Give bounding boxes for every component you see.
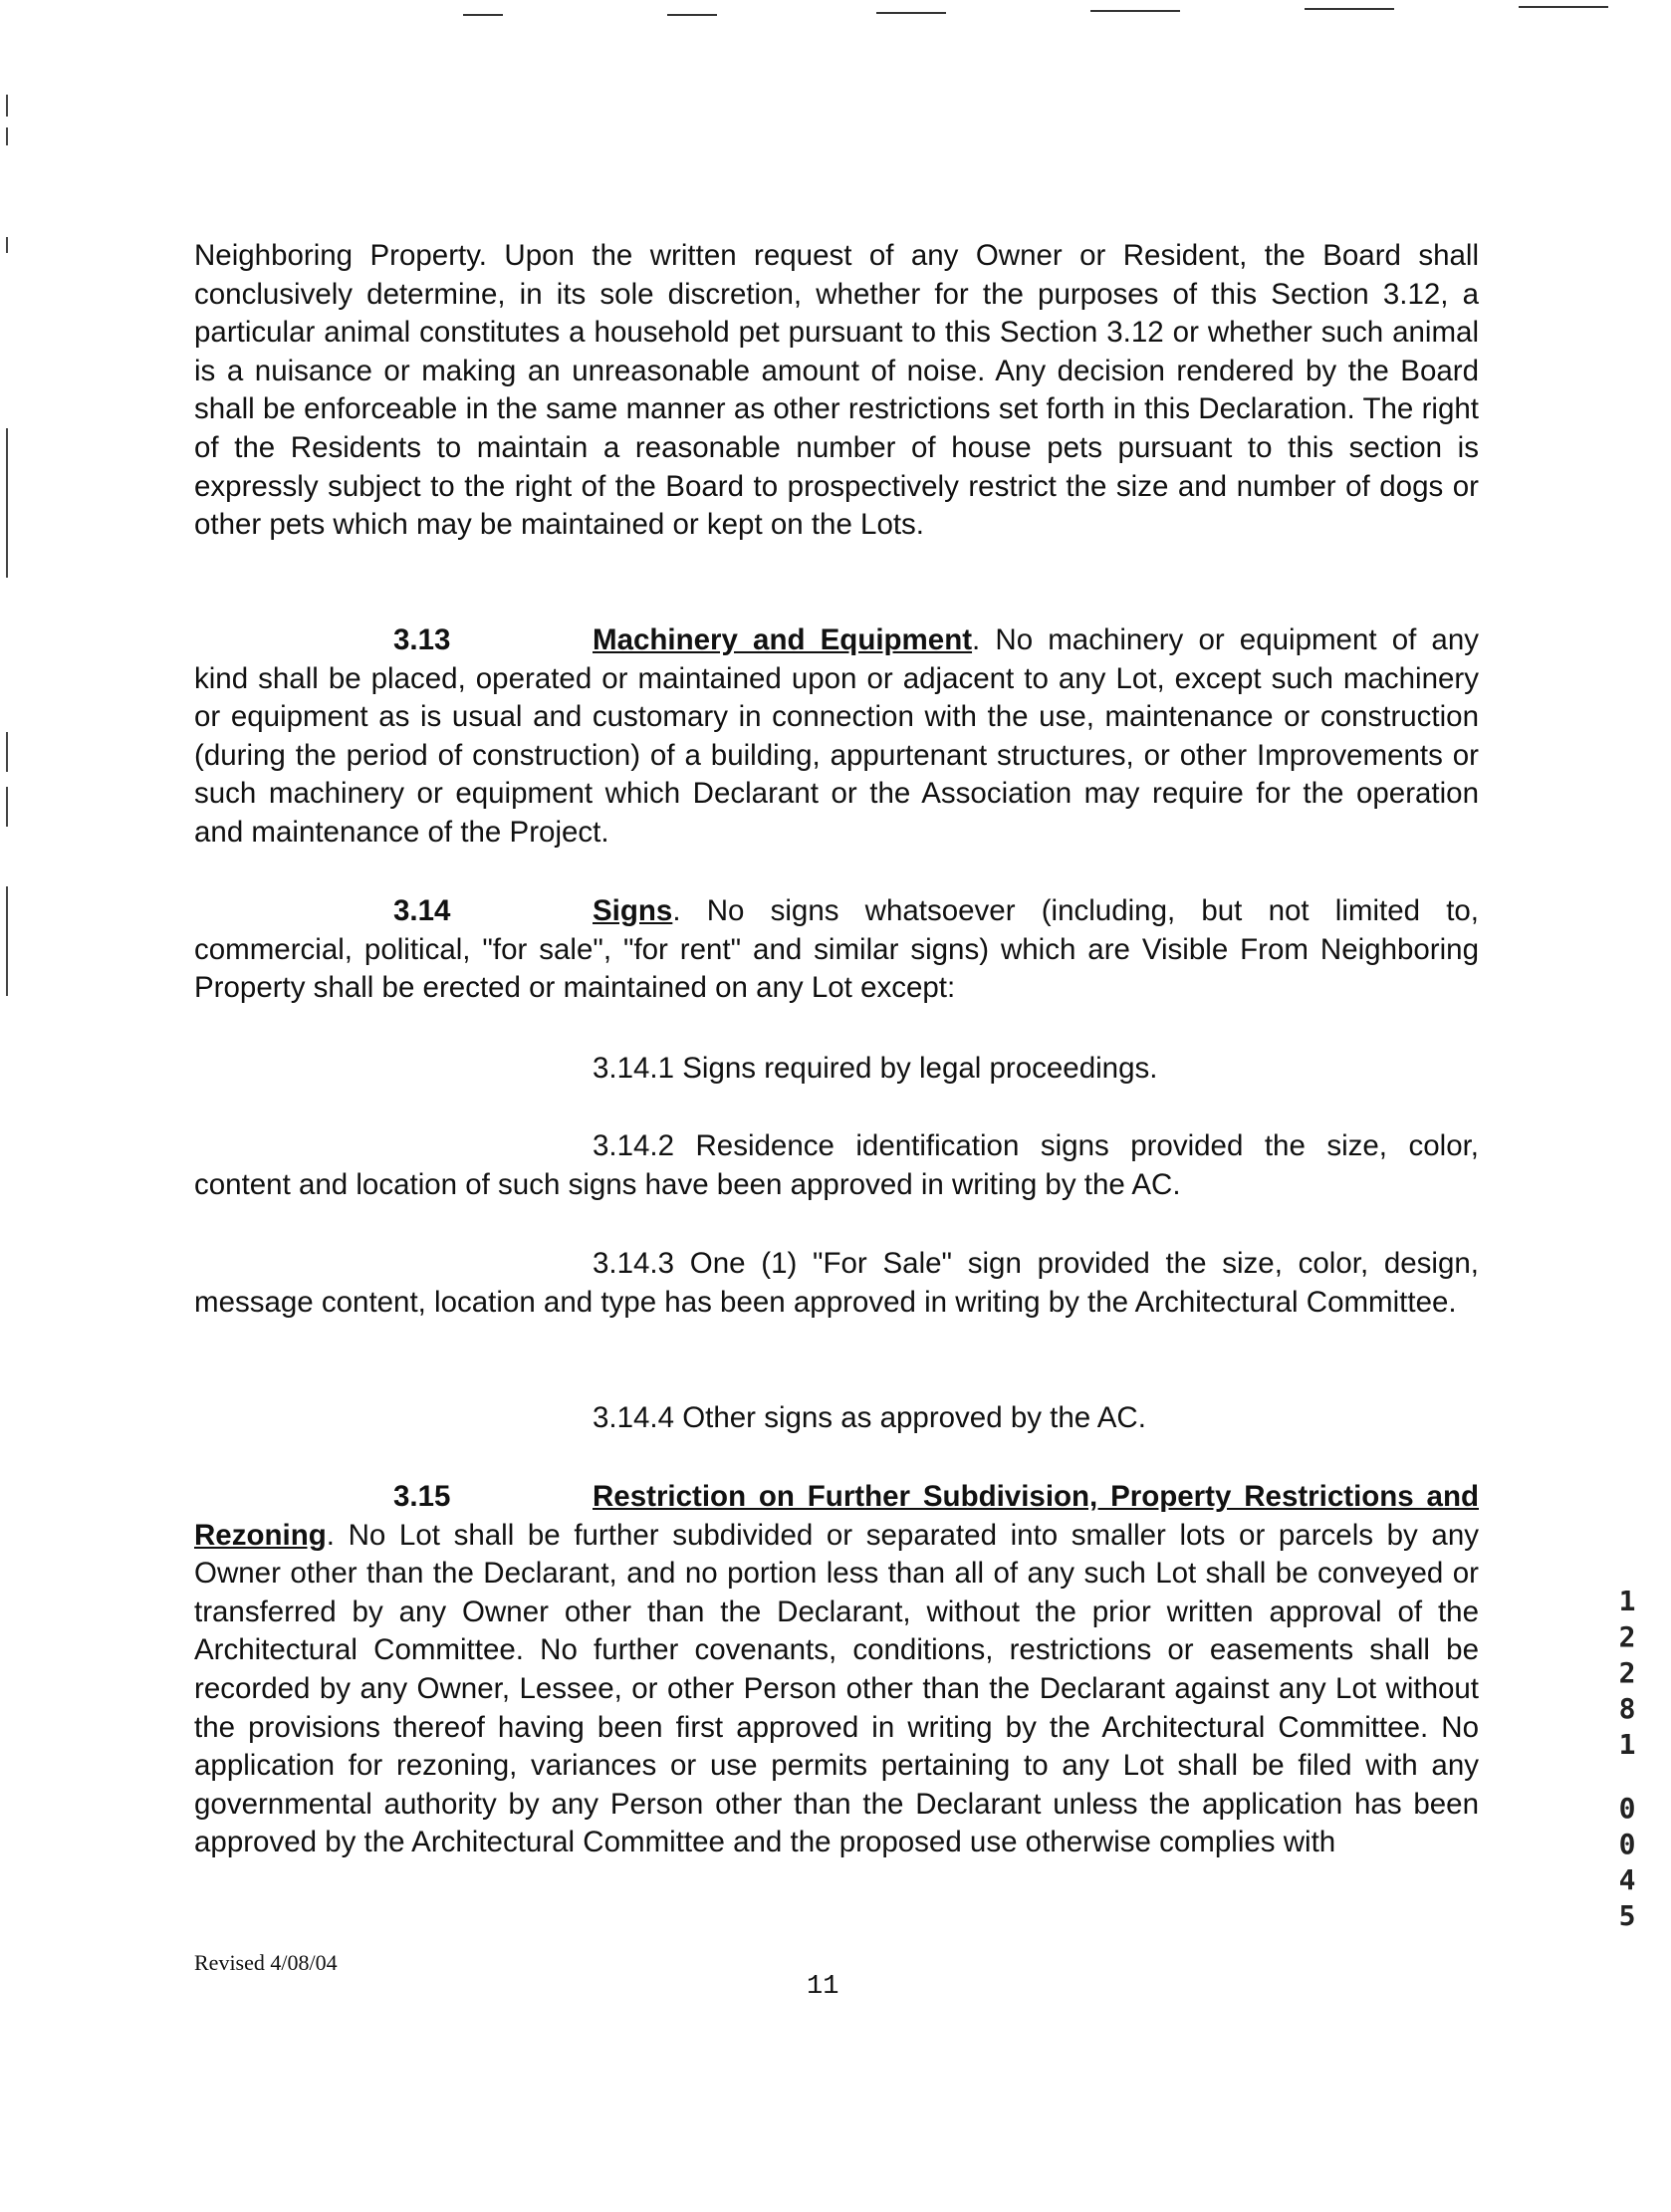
stamp-digit: 1 xyxy=(1618,1585,1636,1617)
section-title: Restriction on Further Subdivision, Property Restrictions and Rezoning xyxy=(194,1480,1479,1552)
revision-note: Revised 4/08/04 xyxy=(194,1950,338,1975)
sub-item-text: 3.14.4 Other signs as approved by the AC. xyxy=(593,1401,1146,1434)
section-3-13 xyxy=(194,621,1479,853)
section-body: No signs whatsoever (including, but not limited to, commercial, political, "for sale", "for rent" and similar signs) which are Visible From Neighboring Property shall be erected or maintained on any Lot except: xyxy=(194,894,1479,1005)
sub-item-3-14-2 xyxy=(194,1127,1479,1204)
sub-item-text: 3.14.2 Residence identification signs provided the size, color, content and location of such signs have been approved in writing by the AC. xyxy=(194,1129,1479,1201)
section-number: 3.14 xyxy=(393,894,451,927)
section-title-end: . xyxy=(972,623,981,656)
sub-item-text: 3.14.1 Signs required by legal proceedings. xyxy=(593,1052,1158,1085)
page-number: 11 xyxy=(807,1972,839,2002)
stamp-digit: 4 xyxy=(1618,1863,1636,1896)
scan-artifact xyxy=(6,428,8,578)
sub-item-3-14-3 xyxy=(194,1245,1479,1322)
stamp-digit: 2 xyxy=(1618,1656,1636,1689)
stamp-digit: 1 xyxy=(1618,1728,1636,1761)
section-body: No machinery or equipment of any kind shall be placed, operated or maintained upon or adjacent to any Lot, except such machinery or equipment as is usual and customary in connection with the use, maintenance or construction (during the period of construction) of a building, appurtenant structures, or other Improvements or such machinery or equipment which Declarant or the Association may require for the operation and maintenance of the Project. xyxy=(194,623,1479,849)
section-number: 3.13 xyxy=(393,623,451,656)
stamp-digit: 2 xyxy=(1618,1620,1636,1653)
scan-artifact xyxy=(6,127,8,145)
sub-item-text: 3.14.3 One (1) "For Sale" sign provided the size, color, design, message content, location and type has been approved in writing by the Architectural Committee. xyxy=(194,1247,1479,1319)
section-title-end: . xyxy=(326,1518,335,1552)
sub-item-3-14-1 xyxy=(194,1050,1479,1089)
stamp-digit: 8 xyxy=(1618,1692,1636,1725)
scan-artifact xyxy=(6,886,8,996)
scan-artifact xyxy=(6,237,8,253)
stamp-digit: 0 xyxy=(1618,1828,1636,1860)
stamp-digit: 5 xyxy=(1618,1899,1636,1932)
section-3-15 xyxy=(194,1478,1479,1862)
section-number: 3.15 xyxy=(393,1480,451,1513)
scan-artifact xyxy=(1519,6,1608,8)
scan-artifact xyxy=(6,732,8,772)
scan-artifact xyxy=(6,95,8,117)
scan-artifact xyxy=(1305,8,1394,10)
intro-paragraph: Neighboring Property. Upon the written request of any Owner or Resident, the Board shall conclusively determine, in its sole discretion, whether for the purposes of this Section 3.12, a particular animal constitutes a household pet pursuant to this Section 3.12 or whether such animal is a nuisance or making an unreasonable amount of noise. Any decision rendered by the Board shall be enforceable in the same manner as other restrictions set forth in this Declaration. The right of the Residents to maintain a reasonable number of house pets pursuant to this section is expressly subject to the right of the Board to prospectively restrict the size and number of dogs or other pets which may be maintained or kept on the Lots. xyxy=(194,239,1479,542)
section-title-end: . xyxy=(672,894,681,927)
scan-artifact xyxy=(1090,10,1180,12)
stamp-digit: 0 xyxy=(1618,1792,1636,1825)
recording-stamp xyxy=(1607,1584,1647,1934)
intro-paragraph-block xyxy=(194,237,1479,545)
section-title: Machinery and Equipment xyxy=(593,623,973,656)
sub-item-3-14-4 xyxy=(194,1399,1479,1438)
scan-artifact xyxy=(667,14,717,16)
scan-artifact xyxy=(463,14,503,16)
scan-artifact xyxy=(876,12,946,14)
section-body: No Lot shall be further subdivided or separated into smaller lots or parcels by any Owner other than the Declarant, and no portion less than all of any such Lot shall be conveyed or transferred by any Owner other than the Declarant, without the prior written approval of the Architectural Committee. No further covenants, conditions, restrictions or easements shall be recorded by any Owner, Lessee, or other Person other than the Declarant against any Lot without the provisions thereof having been first approved in writing by the Architectural Committee. No application for rezoning, variances or use permits pertaining to any Lot shall be filed with any governmental authority by any Person other than the Declarant unless the application has been approved by the Architectural Committee and the proposed use otherwise complies with xyxy=(194,1518,1479,1859)
section-title: Signs xyxy=(593,894,673,927)
scan-artifact xyxy=(6,787,8,827)
section-3-14 xyxy=(194,892,1479,1008)
